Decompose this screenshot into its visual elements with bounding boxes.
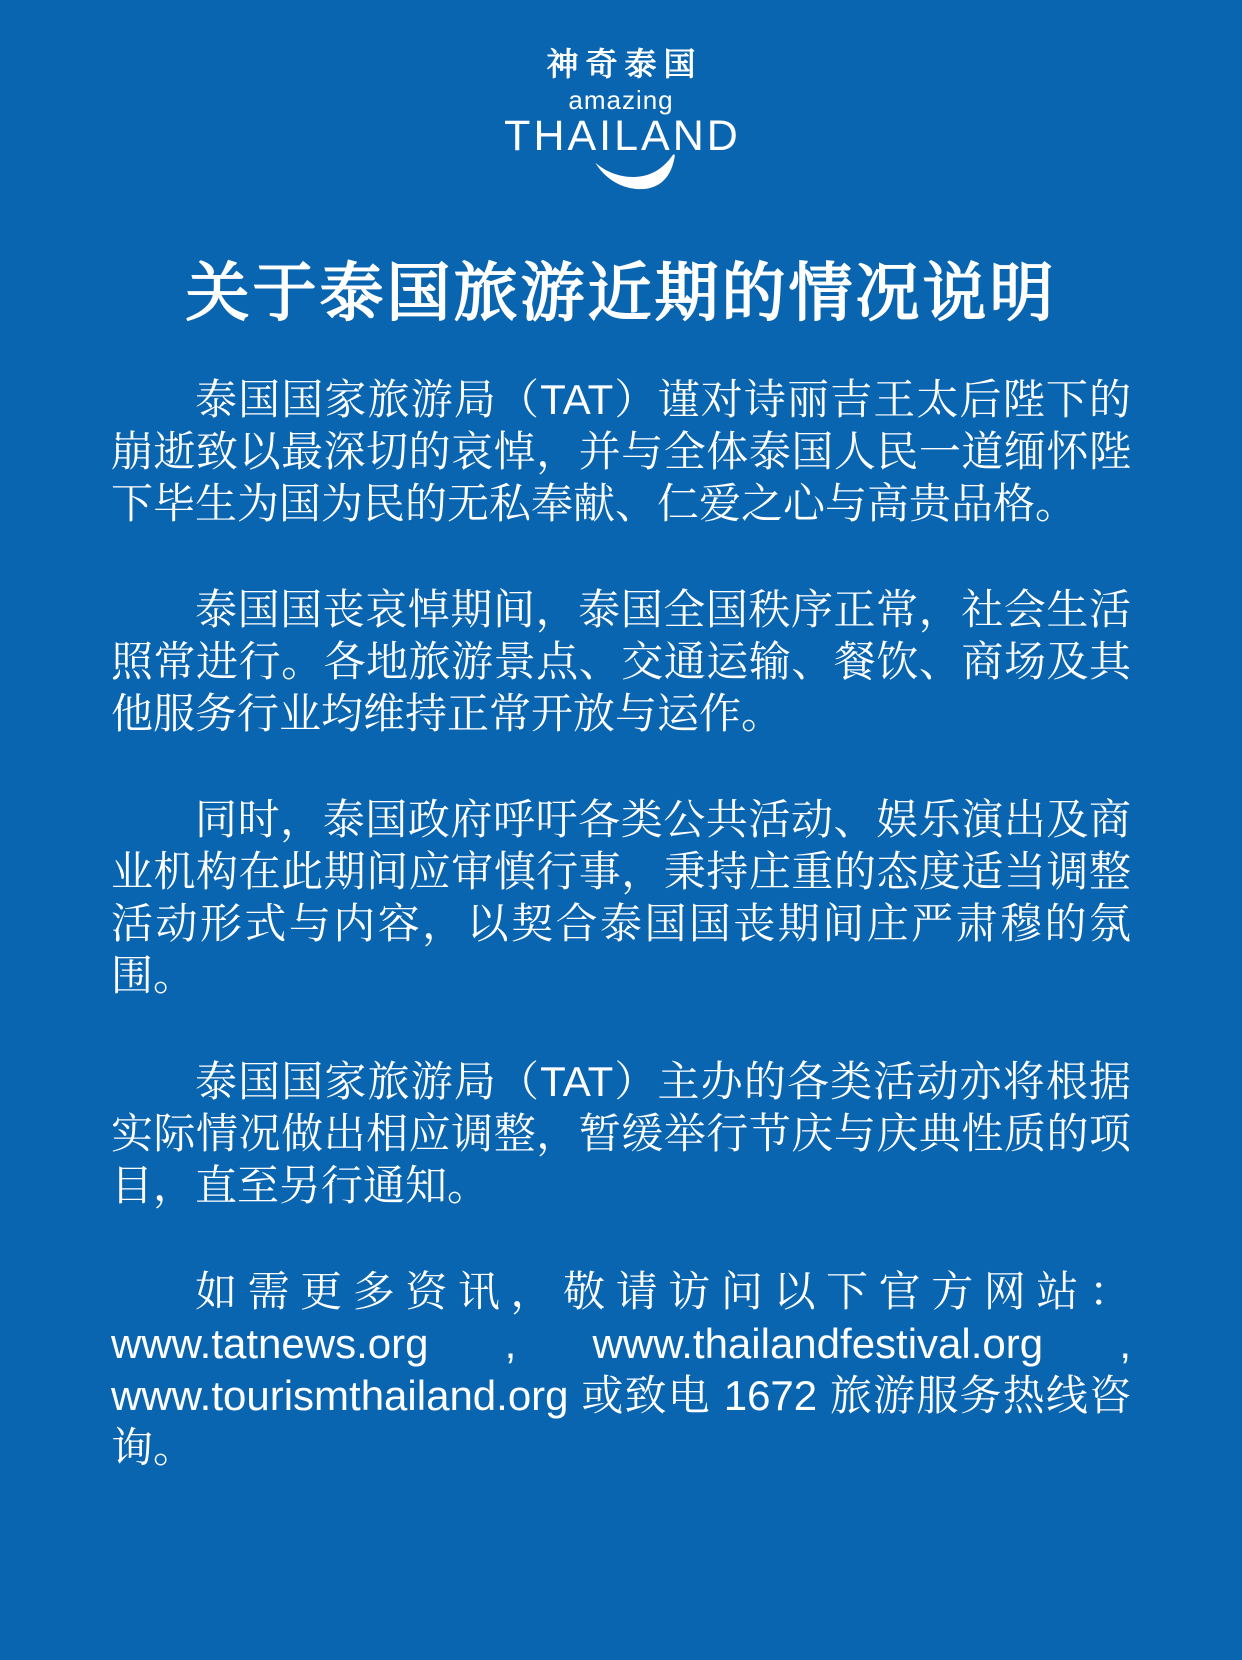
logo-thailand-text: THAILAND [504,112,741,160]
amazing-thailand-logo [0,0,1242,200]
paragraph: 泰国国家旅游局（TAT）谨对诗丽吉王太后陛下的崩逝致以最深切的哀悼，并与全体泰国人民一道缅怀陛下毕生为国为民的无私奉献、仁爱之心与高贵品格。 [111,376,1131,528]
logo-chinese-text: 神奇泰国 [546,46,703,82]
paragraph: 同时，泰国政府呼吁各类公共活动、娱乐演出及商业机构在此期间应审慎行事，秉持庄重的态度适当调整活动形式与内容，以契合泰国国丧期间庄严肃穆的氛围。 [111,796,1131,1000]
page-title: 关于泰国旅游近期的情况说明 [185,257,1057,329]
logo-amazing-text: amazing [568,85,674,115]
paragraph: 泰国国丧哀悼期间，泰国全国秩序正常，社会生活照常进行。各地旅游景点、交通运输、餐饮、商场及其他服务行业均维持正常开放与运作。 [111,586,1131,738]
announcement-body [111,374,1131,1474]
paragraph: 泰国国家旅游局（TAT）主办的各类活动亦将根据实际情况做出相应调整，暂缓举行节庆与庆典性质的项目，直至另行通知。 [111,1058,1131,1210]
paragraph: 如需更多资讯，敬请访问以下官方网站：www.tatnews.org , www.thailandfestival.org , www.tourismthailand.org 或致电 1672 旅游服务热线咨询。 [111,1268,1131,1472]
smile-swoosh-icon [591,152,679,200]
